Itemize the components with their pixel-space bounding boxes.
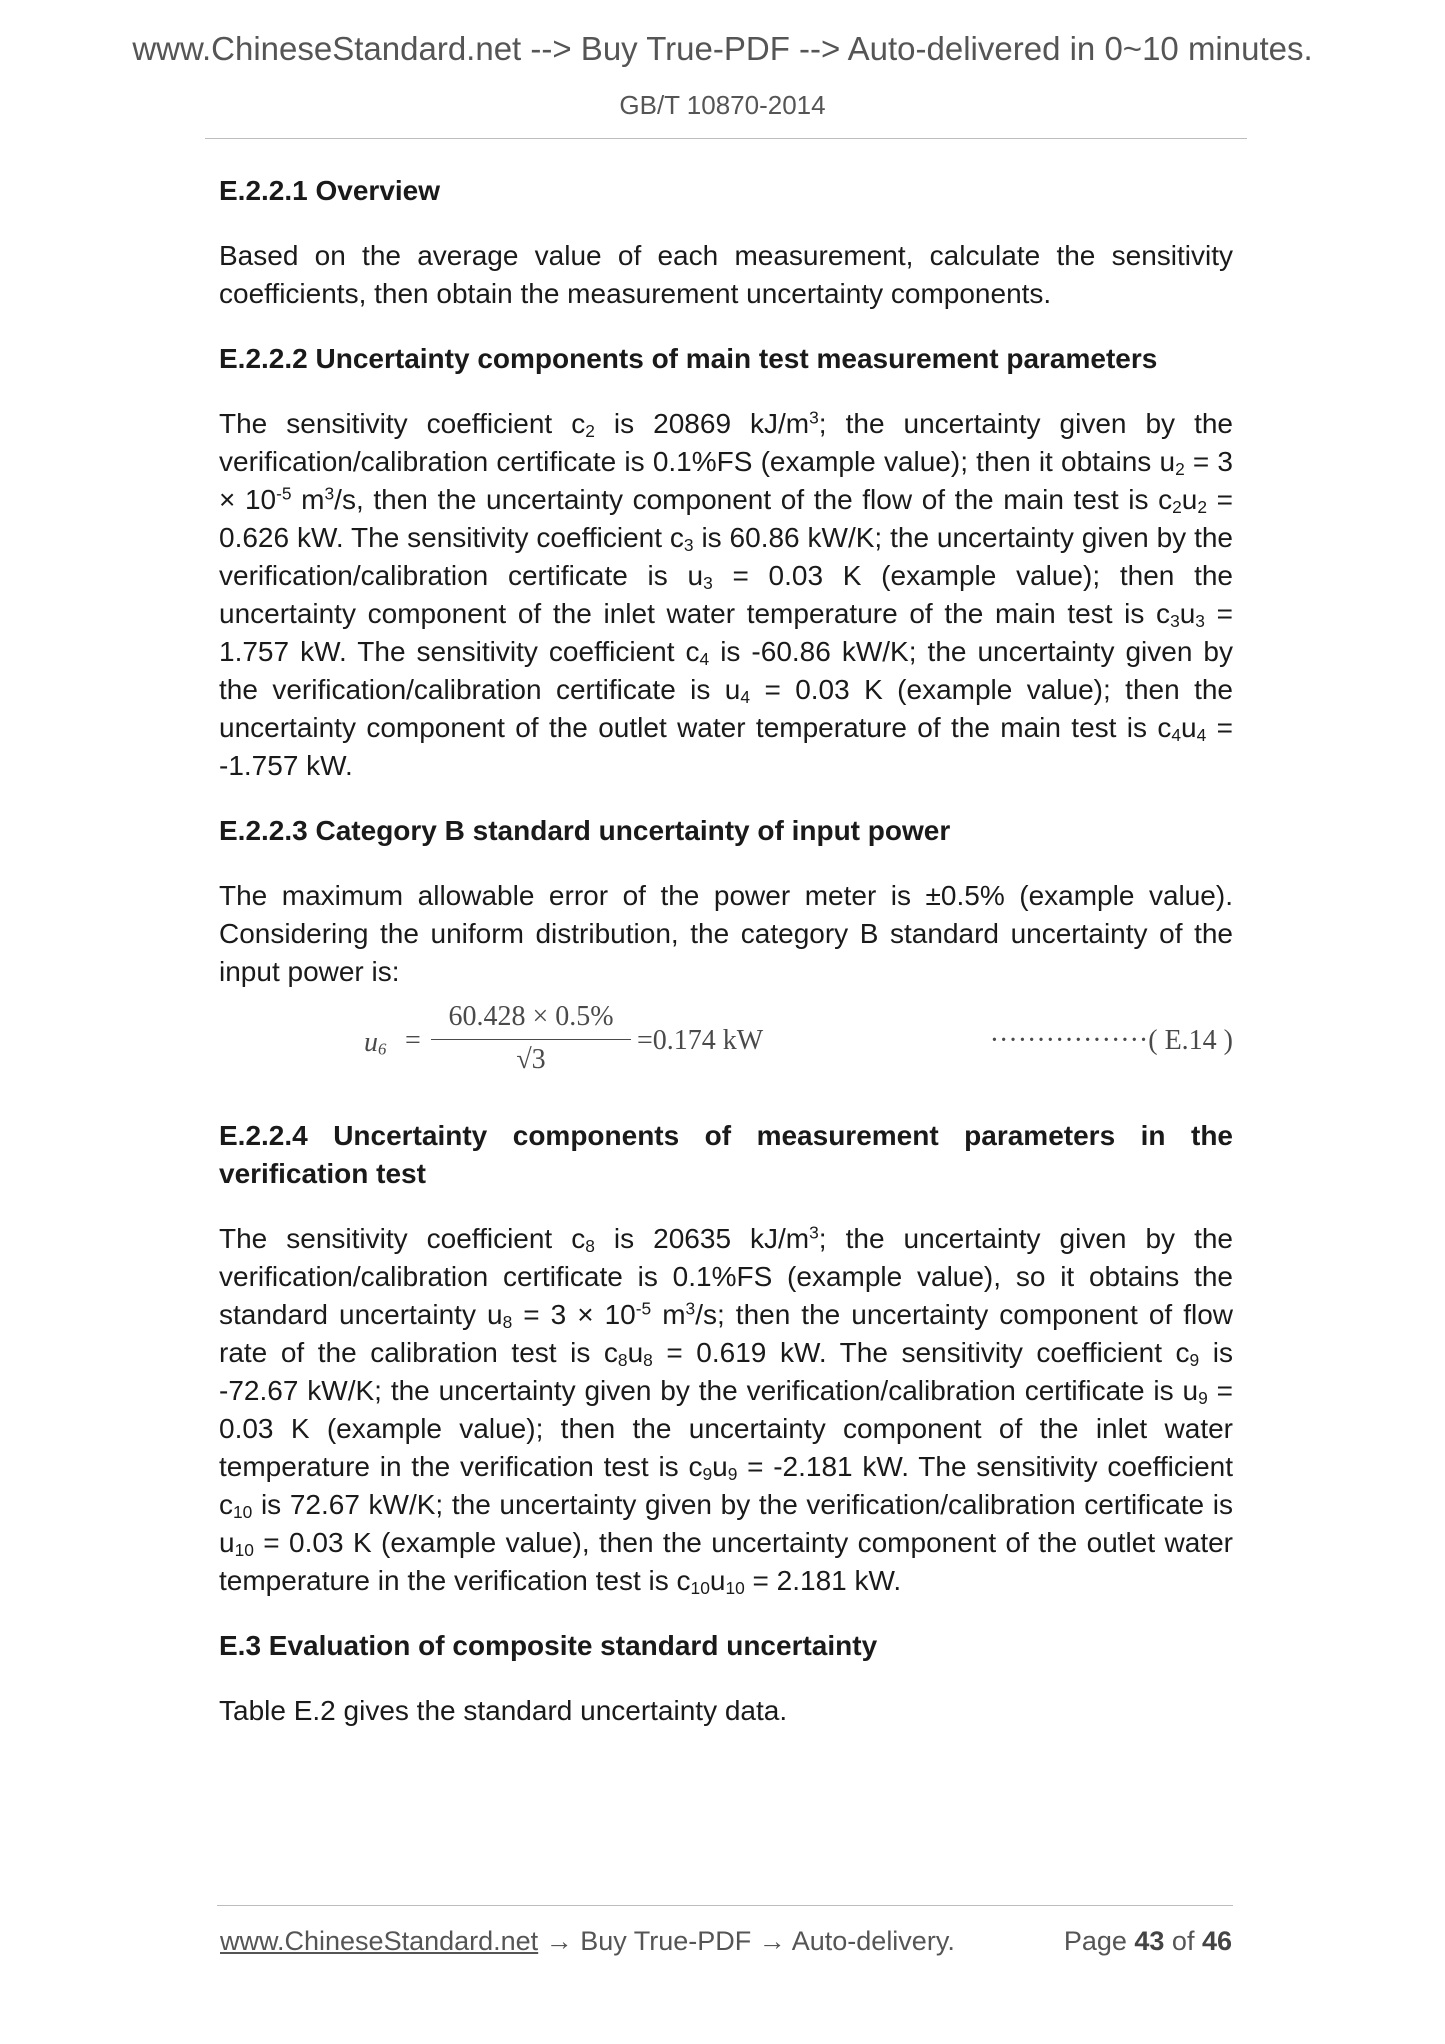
paragraph-verification-test	[219, 1220, 1233, 1600]
text-run: = -1.757 kW.	[219, 712, 1233, 781]
subscript: 10	[690, 1577, 710, 1598]
text-run: = 3 × 10	[219, 446, 1234, 515]
text-run: The sensitivity coefficient c	[219, 1223, 586, 1254]
formula-subscript: 6	[378, 1039, 387, 1059]
text-run: u	[712, 1451, 728, 1482]
subscript: 3	[683, 534, 694, 555]
paragraph-main-test	[219, 405, 1233, 785]
header-divider	[205, 138, 1247, 139]
document-body	[219, 172, 1233, 1757]
footer-site-link[interactable]: www.ChineseStandard.net	[220, 1926, 539, 1956]
superscript: 3	[685, 1298, 696, 1319]
subscript: 8	[643, 1349, 653, 1370]
page-footer	[220, 1926, 1232, 1960]
standard-code: GB/T 10870-2014	[619, 90, 826, 120]
subscript: 8	[585, 1235, 595, 1256]
paragraph-composite-uncertainty: Table E.2 gives the standard uncertainty data.	[219, 1695, 788, 1726]
paragraph-input-power: The maximum allowable error of the power meter is ±0.5% (example value). Considering the uniform distribution, the category B standard uncertainty of the input power is:	[219, 880, 1233, 987]
superscript: 3	[809, 407, 819, 428]
subscript: 3	[1170, 610, 1180, 631]
superscript: -5	[635, 1298, 652, 1319]
text-run: = 1.757 kW. The sensitivity coefficient c	[219, 598, 1233, 667]
section-heading-input-power: E.2.2.3 Category B standard uncertainty of input power	[219, 815, 951, 846]
text-run: The sensitivity coefficient c	[219, 408, 586, 439]
formula-result: =0.174 kW	[637, 1025, 764, 1056]
section-heading-verification-test: E.2.2.4 Uncertainty components of measurement parameters in the verification test	[219, 1120, 1233, 1189]
subscript: 9	[702, 1463, 713, 1484]
text-run: = 0.03 K (example value); then the uncertainty component of the outlet water temperature of the main test is c	[219, 674, 1233, 743]
page-of-label: of	[1164, 1926, 1202, 1956]
page-indicator	[1064, 1926, 1232, 1957]
page-label: Page	[1063, 1926, 1135, 1956]
subscript: 4	[740, 686, 751, 707]
superscript: -5	[276, 483, 292, 504]
section-heading-main-test: E.2.2.2 Uncertainty components of main test measurement parameters	[219, 343, 1158, 374]
subscript: 10	[725, 1577, 745, 1598]
formula-variable: u	[364, 1027, 378, 1058]
subscript: 3	[703, 572, 713, 593]
text-run: is 20869 kJ/m	[594, 408, 810, 439]
subscript: 2	[1197, 496, 1208, 517]
text-run: u	[1181, 484, 1198, 515]
subscript: 2	[1175, 458, 1185, 479]
section-heading-composite-uncertainty: E.3 Evaluation of composite standard uncertainty	[219, 1630, 878, 1661]
text-run: = 0.03 K (example value); then the uncertainty component of the inlet water temperature in the verification test is c	[219, 1375, 1233, 1482]
text-run: is 60.86 kW/K; the uncertainty given by the verification/calibration certificate is u	[219, 522, 1233, 591]
text-run: /s; then the uncertainty component of flow rate of the calibration test is c	[219, 1299, 1233, 1368]
formula-fraction	[431, 1001, 631, 1076]
text-run: ; the uncertainty given by the verification/calibration certificate is 0.1%FS (example value); then it obtains u	[219, 408, 1233, 477]
text-run: = 0.619 kW. The sensitivity coefficient c	[652, 1337, 1190, 1368]
text-run: /s, then the uncertainty component of the flow of the main test is c	[334, 484, 1173, 515]
formula-lhs	[364, 1027, 386, 1059]
subscript: 2	[585, 420, 595, 441]
paragraph-overview: Based on the average value of each measurement, calculate the sensitivity coefficients, then obtain the measurement uncertainty components.	[219, 240, 1233, 309]
text-run: u	[627, 1337, 644, 1368]
top-banner: www.ChineseStandard.net --> Buy True-PDF --> Auto-delivered in 0~10 minutes.	[132, 30, 1313, 67]
subscript: 2	[1172, 496, 1182, 517]
formula-equals: =	[405, 1025, 421, 1056]
subscript: 9	[727, 1463, 738, 1484]
superscript: 3	[324, 483, 335, 504]
text-run: ; the uncertainty given by the verification/calibration certificate is 0.1%FS (example value), so it obtains the standard uncertainty u	[219, 1223, 1233, 1330]
text-run: = 3 × 10	[512, 1299, 636, 1330]
text-run: = 0.626 kW. The sensitivity coefficient c	[219, 484, 1233, 553]
formula-e14	[219, 1001, 1233, 1083]
text-run: u	[1181, 712, 1197, 743]
formula-denominator: √3	[516, 1044, 546, 1075]
subscript: 9	[1198, 1387, 1208, 1408]
subscript: 8	[502, 1311, 513, 1332]
subscript: 4	[1171, 724, 1182, 745]
text-run: = 0.03 K (example value); then the uncertainty component of the inlet water temperature of the main test is c	[219, 560, 1233, 629]
subscript: 3	[1195, 610, 1205, 631]
subscript: 4	[699, 648, 710, 669]
subscript: 10	[233, 1501, 253, 1522]
text-run: u	[709, 1565, 726, 1596]
section-heading-overview: E.2.2.1 Overview	[219, 175, 441, 206]
formula-numerator: 60.428 × 0.5%	[431, 1001, 631, 1040]
text-run: is -72.67 kW/K; the uncertainty given by the verification/calibration certificate is u	[219, 1337, 1233, 1406]
text-run: is -60.86 kW/K; the uncertainty given by the verification/calibration certificate is u	[219, 636, 1233, 705]
subscript: 9	[1189, 1349, 1200, 1370]
text-run: m	[651, 1299, 686, 1330]
page-number: 43	[1134, 1926, 1165, 1956]
subscript: 10	[234, 1539, 254, 1560]
superscript: 3	[809, 1222, 819, 1243]
text-run: = 2.181 kW.	[744, 1565, 902, 1596]
text-run: u	[1179, 598, 1196, 629]
text-run: = -2.181 kW. The sensitivity coefficient c	[219, 1451, 1233, 1520]
subscript: 4	[1196, 724, 1207, 745]
formula-number: ·················( E.14 )	[989, 1025, 1233, 1056]
subscript: 8	[617, 1349, 628, 1370]
footer-divider	[217, 1905, 1233, 1906]
text-run: = 0.03 K (example value), then the uncertainty component of the outlet water temperature in the verification test is c	[219, 1527, 1233, 1596]
footer-tagline: → Buy True-PDF → Auto-delivery.	[538, 1926, 955, 1956]
text-run: is 20635 kJ/m	[594, 1223, 810, 1254]
text-run: is 72.67 kW/K; the uncertainty given by the verification/calibration certificate is u	[219, 1489, 1233, 1558]
text-run: m	[291, 484, 325, 515]
page-total: 46	[1201, 1926, 1232, 1956]
